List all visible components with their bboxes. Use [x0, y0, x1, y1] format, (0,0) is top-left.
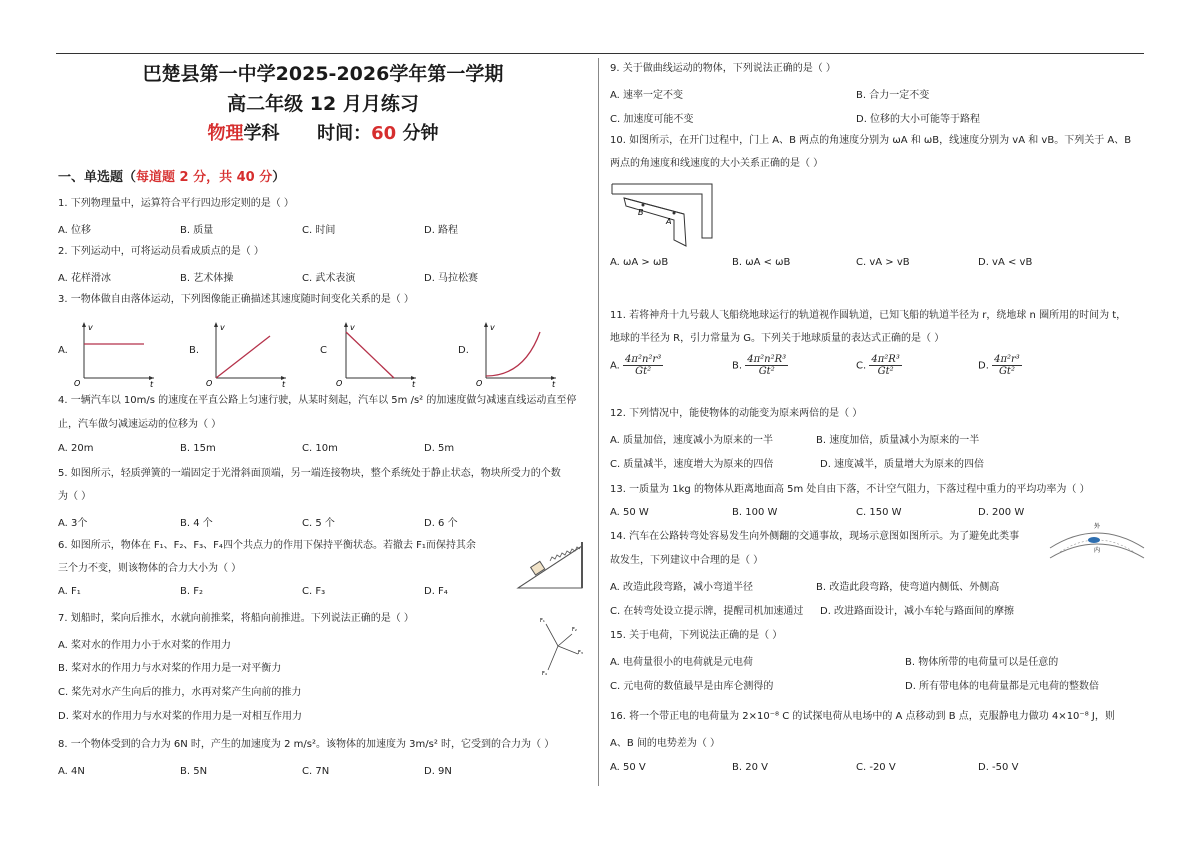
q5-stem-line1: 5. 如图所示，轻质弹簧的一端固定于光滑斜面顶端，另一端连接物块，整个系统处于静止状态，物块所受力的个数: [58, 468, 561, 479]
q12-stem: 12. 下列情况中，能使物体的动能变为原来两倍的是（ ）: [610, 408, 863, 419]
q9-option-a[interactable]: A. 速率一定不变: [610, 90, 684, 101]
q11-c-denominator: Gt²: [877, 366, 894, 377]
q14-option-a[interactable]: A. 改造此段弯路，减小弯道半径: [610, 582, 754, 593]
q11-a-denominator: Gt²: [635, 366, 652, 377]
q11-b-numerator: 4π²n²R³: [747, 354, 787, 365]
q2-stem: 2. 下列运动中，可将运动员看成质点的是（ ）: [58, 246, 264, 257]
q7-stem: 7. 划船时，桨向后推水，水就向前推桨，将船向前推进。下列说法正确的是（ ）: [58, 613, 414, 624]
q13-option-c[interactable]: C. 150 W: [856, 507, 902, 518]
q6-option-b[interactable]: B. F₂: [180, 586, 203, 597]
q2-option-d[interactable]: D. 马拉松赛: [424, 273, 479, 284]
q10-stem-line1: 10. 如图所示，在开门过程中，门上 A、B 两点的角速度分别为 ωA 和 ωB，线速度分别为 vA 和 vB。下列关于 A、B: [610, 135, 1132, 146]
axis-v-label: v: [88, 323, 93, 332]
q6-option-a[interactable]: A. F₁: [58, 586, 81, 597]
q11-b-label: B.: [732, 360, 743, 372]
time-unit: 分钟: [396, 123, 439, 144]
axis-v-label: v: [350, 323, 355, 332]
q12-option-a[interactable]: A. 质量加倍，速度减小为原来的一半: [610, 435, 774, 446]
q11-a-fraction: [623, 354, 663, 377]
q15-option-c[interactable]: C. 元电荷的数值最早是由库仑测得的: [610, 681, 774, 692]
four-forces-figure: [532, 614, 588, 676]
q2-option-b[interactable]: B. 艺术体操: [180, 273, 234, 284]
q4-stem-line2: 止，汽车做匀减速运动的位移为（ ）: [58, 419, 222, 430]
axis-t-label: t: [150, 380, 154, 388]
subject-rest: 学科: [243, 123, 280, 144]
q9-option-c[interactable]: C. 加速度可能不变: [610, 114, 694, 125]
q16-option-a[interactable]: A. 50 V: [610, 762, 646, 773]
q6-stem-line2: 三个力不变，则该物体的合力大小为（ ）: [58, 563, 242, 574]
q7-option-b[interactable]: B. 桨对水的作用力与水对桨的作用力是一对平衡力: [58, 663, 282, 674]
q3-option-c[interactable]: C: [320, 345, 327, 356]
origin-label: O: [476, 379, 483, 388]
q15-option-b[interactable]: B. 物体所带的电荷量可以是任意的: [905, 657, 1059, 668]
outer-label: 外: [1094, 523, 1101, 530]
incline-spring-figure: [514, 540, 586, 592]
q11-d-denominator: Gt²: [998, 366, 1015, 377]
f2-label: F₂: [572, 627, 577, 633]
q5-stem-line2: 为（ ）: [58, 491, 92, 502]
time-value: 60: [371, 123, 397, 144]
q13-stem: 13. 一质量为 1kg 的物体从距离地面高 5m 处自由下落，不计空气阻力，下落过程中重力的平均功率为（ ）: [610, 484, 1090, 495]
q6-option-c[interactable]: C. F₃: [302, 586, 326, 597]
q11-c-label: C.: [856, 360, 867, 372]
q1-option-d[interactable]: D. 路程: [424, 225, 459, 236]
axis-t-label: t: [412, 380, 416, 388]
q15-option-d[interactable]: D. 所有带电体的电荷量都是元电荷的整数倍: [905, 681, 1100, 692]
q11-option-a[interactable]: [610, 354, 663, 377]
q14-stem-line1: 14. 汽车在公路转弯处容易发生向外侧翻的交通事故，现场示意图如图所示。为了避免此类事: [610, 531, 1020, 542]
q4-option-c[interactable]: C. 10m: [302, 443, 338, 454]
q13-option-a[interactable]: A. 50 W: [610, 507, 649, 518]
q12-option-d[interactable]: D. 速度减半，质量增大为原来的四倍: [820, 459, 985, 470]
q2-option-c[interactable]: C. 武术表演: [302, 273, 356, 284]
time-label: 时间：: [317, 123, 372, 144]
q3-option-a[interactable]: A.: [58, 345, 68, 356]
q11-a-label: A.: [610, 360, 620, 372]
q11-stem-line2: 地球的半径为 R，引力常量为 G。下列关于地球质量的表达式正确的是（ ）: [610, 333, 945, 344]
q9-option-d[interactable]: D. 位移的大小可能等于路程: [856, 114, 981, 125]
axis-v-label: v: [490, 323, 495, 332]
exam-title: 高二年级 12 月月练习: [227, 93, 419, 115]
q1-option-c[interactable]: C. 时间: [302, 225, 336, 236]
section-detail: 每道题 2 分，共 40 分: [136, 170, 273, 185]
subject-red: 物理: [207, 123, 244, 144]
q6-stem-line1: 6. 如图所示，物体在 F₁、F₂、F₃、F₄四个共点力的作用下保持平衡状态。若撤去 F₁而保持其余: [58, 540, 476, 551]
origin-label: O: [336, 379, 343, 388]
q14-option-c[interactable]: C. 在转弯处设立提示牌，提醒司机加速通过: [610, 606, 804, 617]
vt-graph-c: [332, 318, 422, 388]
q11-stem-line1: 11. 若将神舟十九号载人飞船绕地球运行的轨道视作圆轨道，已知飞船的轨道半径为 r，绕地球 n 圈所用的时间为 t，: [610, 310, 1127, 321]
subject-line: [56, 119, 590, 145]
q16-stem-line1: 16. 将一个带正电的电荷量为 2×10⁻⁸ C 的试探电荷从电场中的 A 点移动到 B 点，克服静电力做功 4×10⁻⁸ J，则: [610, 711, 1115, 722]
q2-option-a[interactable]: A. 花样滑冰: [58, 273, 112, 284]
q15-stem: 15. 关于电荷，下列说法正确的是（ ）: [610, 630, 783, 641]
q8-option-b[interactable]: B. 5N: [180, 766, 208, 777]
q11-option-d[interactable]: [978, 354, 1022, 377]
origin-label: O: [206, 379, 213, 388]
f1-label: F₁: [540, 618, 545, 624]
section-heading: [58, 166, 285, 185]
origin-label: O: [74, 379, 81, 388]
q13-option-b[interactable]: B. 100 W: [732, 507, 778, 518]
q3-stem: 3. 一物体做自由落体运动，下列图像能正确描述其速度随时间变化关系的是（ ）: [58, 294, 414, 305]
q11-a-numerator: 4π²n²r³: [625, 354, 662, 365]
q8-stem: 8. 一个物体受到的合力为 6N 时，产生的加速度为 2 m/s²。该物体的加速度为 3m/s² 时，它受到的合力为（ ）: [58, 739, 555, 750]
q3-option-b[interactable]: B.: [189, 345, 200, 356]
axis-t-label: t: [552, 380, 556, 388]
q4-stem-line1: 4. 一辆汽车以 10m/s 的速度在平直公路上匀速行驶，从某时刻起，汽车以 5m /s² 的加速度做匀减速直线运动直至停: [58, 395, 577, 406]
q5-option-c[interactable]: C. 5 个: [302, 518, 335, 529]
axis-v-label: v: [220, 323, 225, 332]
q7-option-c[interactable]: C. 桨先对水产生向后的推力，水再对桨产生向前的推力: [58, 687, 302, 698]
vt-graph-d: [472, 318, 562, 388]
q16-option-c[interactable]: C. -20 V: [856, 762, 896, 773]
q1-option-b[interactable]: B. 质量: [180, 225, 214, 236]
q10-option-a[interactable]: A. ωA > ωB: [610, 257, 669, 268]
q1-option-a[interactable]: A. 位移: [58, 225, 92, 236]
q14-option-d[interactable]: D. 改进路面设计，减小车轮与路面间的摩擦: [820, 606, 1015, 617]
axis-t-label: t: [282, 380, 286, 388]
q11-option-b[interactable]: [732, 354, 788, 377]
section-prefix: 一、单选题（: [58, 170, 137, 185]
q6-option-d[interactable]: D. F₄: [424, 586, 448, 597]
q10-option-d[interactable]: D. vA < vB: [978, 257, 1033, 268]
q1-stem: 1. 下列物理量中，运算符合平行四边形定则的是（ ）: [58, 198, 294, 209]
point-a-label: A: [666, 217, 672, 226]
q14-stem-line2: 故发生，下列建议中合理的是（ ）: [610, 555, 764, 566]
q16-option-b[interactable]: B. 20 V: [732, 762, 768, 773]
column-divider: [598, 58, 599, 786]
q11-d-fraction: [992, 354, 1022, 377]
top-rule: [56, 53, 1144, 54]
q13-option-d[interactable]: D. 200 W: [978, 507, 1025, 518]
q11-d-label: D.: [978, 360, 989, 372]
q15-option-a[interactable]: A. 电荷量很小的电荷就是元电荷: [610, 657, 754, 668]
door-figure: [610, 180, 714, 250]
q9-stem: 9. 关于做曲线运动的物体，下列说法正确的是（ ）: [610, 63, 836, 74]
q8-option-a[interactable]: A. 4N: [58, 766, 85, 777]
school-title: 巴楚县第一中学2025-2026学年第一学期: [142, 63, 504, 85]
point-b-label: B: [638, 208, 644, 217]
q10-option-b[interactable]: B. ωA < ωB: [732, 257, 791, 268]
q16-option-d[interactable]: D. -50 V: [978, 762, 1019, 773]
f4-label: F₄: [542, 671, 547, 676]
q9-option-b[interactable]: B. 合力一定不变: [856, 90, 930, 101]
q10-stem-line2: 两点的角速度和线速度的大小关系正确的是（ ）: [610, 158, 824, 169]
vt-graph-b: [202, 318, 292, 388]
q11-b-fraction: [745, 354, 788, 377]
q5-option-d[interactable]: D. 6 个: [424, 518, 458, 529]
q11-c-numerator: 4π²R³: [871, 354, 900, 365]
q16-stem-line2: A、B 间的电势差为（ ）: [610, 738, 721, 749]
q11-d-numerator: 4π²r³: [994, 354, 1020, 365]
q5-option-b[interactable]: B. 4 个: [180, 518, 213, 529]
q12-option-c[interactable]: C. 质量减半，速度增大为原来的四倍: [610, 459, 774, 470]
vt-graph-a: [70, 318, 160, 388]
q7-option-d[interactable]: D. 桨对水的作用力与水对桨的作用力是一对相互作用力: [58, 711, 303, 722]
q4-option-a[interactable]: A. 20m: [58, 443, 94, 454]
f3-label: F₃: [578, 650, 583, 656]
q4-option-b[interactable]: B. 15m: [180, 443, 216, 454]
q8-option-d[interactable]: D. 9N: [424, 766, 452, 777]
q11-c-fraction: [869, 354, 901, 377]
q10-option-c[interactable]: C. vA > vB: [856, 257, 910, 268]
curve-road-figure: [1046, 520, 1148, 564]
section-suffix: ）: [272, 170, 286, 185]
q4-option-d[interactable]: D. 5m: [424, 443, 455, 454]
q12-option-b[interactable]: B. 速度加倍，质量减小为原来的一半: [816, 435, 980, 446]
q11-b-denominator: Gt²: [758, 366, 775, 377]
q5-option-a[interactable]: A. 3个: [58, 518, 88, 529]
q3-option-d[interactable]: D.: [458, 345, 469, 356]
q8-option-c[interactable]: C. 7N: [302, 766, 330, 777]
inner-label: 内: [1094, 547, 1101, 554]
q11-option-c[interactable]: [856, 354, 902, 377]
q7-option-a[interactable]: A. 桨对水的作用力小于水对桨的作用力: [58, 640, 232, 651]
q14-option-b[interactable]: B. 改造此段弯路，使弯道内侧低、外侧高: [816, 582, 1000, 593]
